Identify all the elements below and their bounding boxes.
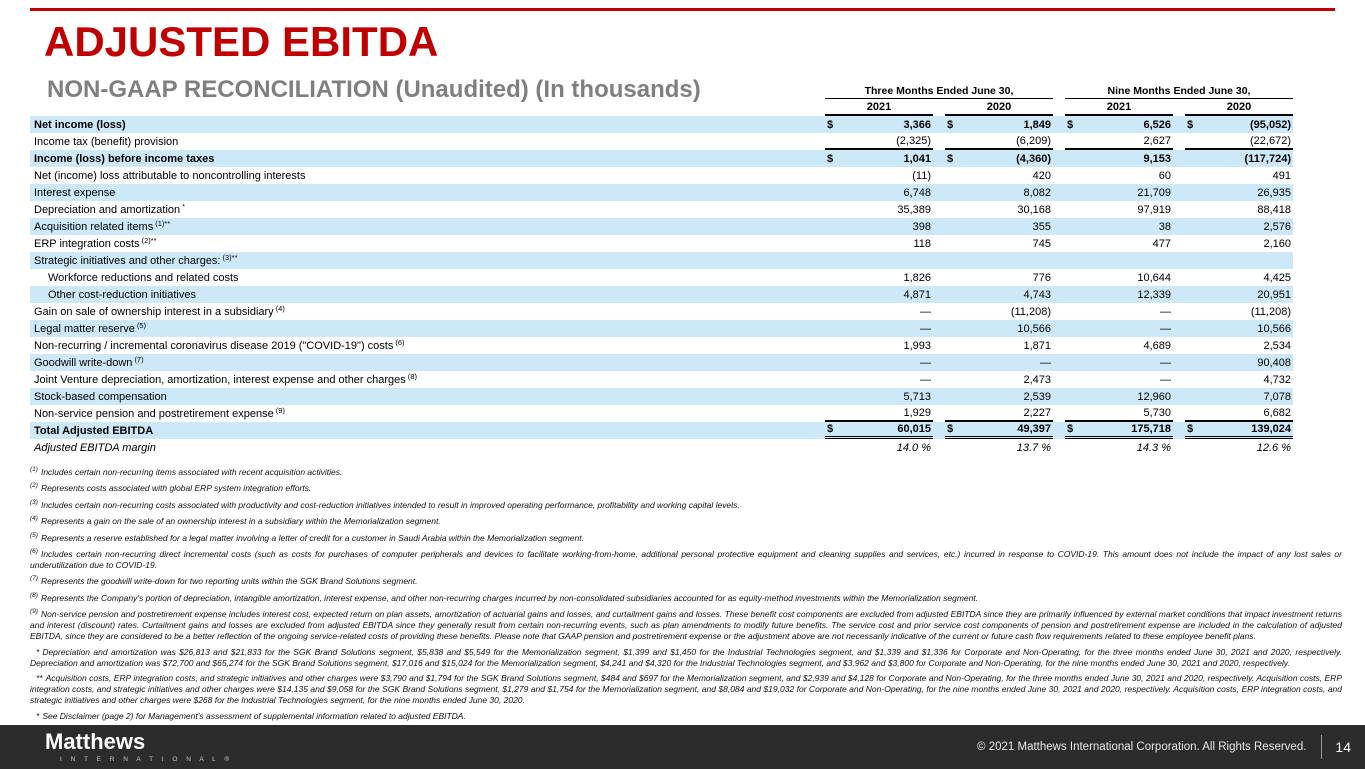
page-subtitle: NON-GAAP RECONCILIATION (Unaudited) (In thousands): [47, 76, 701, 103]
value-cell: $ 175,718: [1065, 422, 1173, 439]
table-row-income-before-taxes: [30, 150, 1293, 167]
value-cell: $ 1,041: [827, 152, 931, 165]
value-cell: $ 49,397: [945, 422, 1053, 439]
value-cell: 30,168: [1017, 203, 1051, 216]
year-header: 2020: [1185, 100, 1293, 116]
table-row-interest-expense: [30, 184, 1293, 201]
value-cell: $ 1,849: [947, 118, 1051, 131]
table-row-acquisition-items: [30, 218, 1293, 235]
value-cell: 60: [1158, 169, 1171, 182]
row-label: Net (income) loss attributable to noncontrolling interests: [34, 169, 306, 182]
value-cell: $ (95,052): [1187, 118, 1291, 131]
value-cell: 776: [1032, 271, 1051, 284]
value-cell: $ 6,526: [1067, 118, 1171, 131]
table-row-noncontrolling-interests: [30, 167, 1293, 184]
row-label: Workforce reductions and related costs: [48, 271, 239, 284]
page-number: 14: [1335, 739, 1351, 755]
table-row-legal-matter-reserve: [30, 320, 1293, 337]
row-label: Non-recurring / incremental coronavirus disease 2019 ("COVID-19") costs $^{(6)}$: [34, 338, 405, 352]
row-label: Joint Venture depreciation, amortization, interest expense and other charges $^{(8)}$: [34, 372, 417, 386]
footnote: $^{(7)}$ Represents the goodwill write-down for two reporting units within the SGK Brand Solutions segment.: [30, 575, 418, 587]
value-cell: $ 139,024: [1185, 422, 1293, 439]
year-header: 2021: [1065, 100, 1173, 116]
value-cell: 10,644: [1137, 271, 1171, 284]
reconciliation-table: [30, 85, 1293, 456]
value-cell: 8,082: [1023, 186, 1051, 199]
value-cell: 21,709: [1137, 186, 1171, 199]
table-row-goodwill-writedown: [30, 354, 1293, 371]
footnote: $^{(8)}$ Represents the Company's portion of depreciation, intangible amortization, interest expense, and other non-recurring charges incurred by non-consolidated subsidiaries accounted for as equity-method investments within the Memorialization segment.: [30, 591, 979, 603]
matthews-logo: [45, 731, 233, 763]
value-cell: 2,576: [1263, 220, 1291, 233]
footnote: $^{(3)}$ Includes certain non-recurring costs associated with productivity and cost-reduction initiatives intended to result in improved operating performance, profitability and working capital levels.: [30, 498, 740, 510]
value-cell: 10,566: [1257, 322, 1291, 335]
value-cell: —: [920, 356, 931, 369]
value-cell: (6,209): [945, 133, 1053, 150]
value-cell: 35,389: [897, 203, 931, 216]
value-cell: [1065, 252, 1173, 269]
value-cell: 5,713: [903, 390, 931, 403]
footnote: * See Disclaimer (page 2) for Management's assessment of supplemental information related to adjusted EBITDA.: [36, 710, 466, 721]
value-cell: 6,682: [1185, 405, 1293, 422]
table-row-covid-costs: [30, 337, 1293, 354]
table-row-strategic-initiatives: [30, 252, 1293, 269]
value-cell: 4,425: [1263, 271, 1291, 284]
table-row-depreciation-amortization: [30, 201, 1293, 218]
row-label: ERP integration costs $^{(2)**}$: [34, 236, 157, 250]
value-cell: 7,078: [1263, 390, 1291, 403]
value-cell: 2,160: [1263, 237, 1291, 250]
value-cell: —: [1160, 356, 1171, 369]
value-cell: $ (4,360): [947, 152, 1051, 165]
value-cell: —: [920, 373, 931, 386]
value-cell: 1,929: [825, 405, 933, 422]
value-cell: (11): [912, 169, 931, 182]
year-header: 2020: [945, 100, 1053, 116]
table-row-total-adjusted-ebitda: [30, 422, 1293, 439]
table-row-workforce-reductions: [30, 269, 1293, 286]
value-cell: 6,748: [903, 186, 931, 199]
value-cell: 118: [913, 237, 931, 250]
value-cell: $ 60,015: [825, 422, 933, 439]
logo-subtext: I N T E R N A T I O N A L ®: [60, 756, 233, 763]
value-cell: 26,935: [1257, 186, 1291, 199]
logo-wordmark: Matthews: [45, 729, 146, 754]
value-cell: 12,960: [1137, 390, 1171, 403]
row-label: Stock-based compensation: [34, 390, 167, 403]
value-cell: 420: [1032, 169, 1051, 182]
value-cell: [1185, 252, 1293, 269]
value-cell: 12.6 %: [1256, 441, 1291, 454]
value-cell: 491: [1272, 169, 1291, 182]
value-cell: 4,743: [1023, 288, 1051, 301]
row-label: Strategic initiatives and other charges: $^{(3)**}$: [34, 253, 238, 267]
value-cell: 4,871: [903, 288, 931, 301]
table-row-pension-expense: [30, 405, 1293, 422]
value-cell: (2,325): [825, 133, 933, 150]
row-label: Gain on sale of ownership interest in a subsidiary $^{(4)}$: [34, 304, 285, 318]
footer-right: [977, 735, 1351, 759]
value-cell: [945, 252, 1053, 269]
value-cell: (117,724): [1244, 152, 1291, 165]
row-label: Interest expense: [34, 186, 116, 199]
footnote: $^{(2)}$ Represents costs associated with global ERP system integration efforts.: [30, 482, 312, 494]
value-cell: (11,208): [1250, 305, 1291, 318]
value-cell: —: [920, 322, 931, 335]
column-group-header-row: [30, 85, 1293, 99]
value-cell: 2,227: [945, 405, 1053, 422]
footnote: $^{(5)}$ Represents a reserve established for a legal matter involving a letter of credit for a customer in Saudi Arabia within the Memorialization segment.: [30, 531, 584, 543]
value-cell: 14.0 %: [896, 441, 931, 454]
column-group-three-months: Three Months Ended June 30,: [825, 85, 1053, 99]
value-cell: —: [1160, 373, 1171, 386]
value-cell: 2,534: [1263, 339, 1291, 352]
value-cell: 745: [1032, 237, 1051, 250]
row-label: Goodwill write-down $^{(7)}$: [34, 355, 144, 369]
table-row-gain-on-sale: [30, 303, 1293, 320]
footnote: * Depreciation and amortization was $26,813 and $21,833 for the SGK Brand Solutions segment, $5,838 and $5,549 for the Memorialization segment, $1,399 and $1,450 for the Industrial Technologies segment, and $1,339 and $1,336 for Corporate and Non-Operating, for the three months ended June 30, 2021 and 2020, respectively. Depreciation and amortization was $72,700 and $65,274 for the SGK Brand Solutions segment, $17,016 and $15,024 for the Memorialization segment, $4,241 and $4,320 for the Industrial Technologies segment, and $3,962 and $3,800 for Corporate and Non-Operating, for the nine months ended June 30, 2021 and 2020, respectively.: [30, 646, 1342, 668]
row-label: Other cost-reduction initiatives: [48, 288, 196, 301]
value-cell: 2,627: [1065, 133, 1173, 150]
top-accent-line: [30, 8, 1335, 11]
value-cell: 20,951: [1257, 288, 1291, 301]
value-cell: 13.7 %: [1016, 441, 1051, 454]
value-cell: 4,732: [1263, 373, 1291, 386]
value-cell: 477: [1152, 237, 1171, 250]
row-label: Net income (loss): [34, 118, 126, 131]
year-header: 2021: [825, 100, 933, 116]
value-cell: (22,672): [1185, 133, 1293, 150]
value-cell: 9,153: [1143, 152, 1171, 165]
value-cell: 1,826: [903, 271, 931, 284]
value-cell: 14.3 %: [1136, 441, 1171, 454]
value-cell: —: [1160, 305, 1171, 318]
page-title: ADJUSTED EBITDA: [44, 18, 439, 65]
value-cell: 355: [1032, 220, 1051, 233]
row-label: Depreciation and amortization *: [34, 202, 186, 216]
value-cell: —: [920, 305, 931, 318]
value-cell: 398: [912, 220, 931, 233]
value-cell: —: [1040, 356, 1051, 369]
row-label: Total Adjusted EBITDA: [34, 424, 154, 437]
row-label: Income tax (benefit) provision: [34, 135, 179, 148]
value-cell: 10,566: [1017, 322, 1051, 335]
table-row-net-income: [30, 116, 1293, 133]
table-row-income-tax: [30, 133, 1293, 150]
value-cell: 38: [1158, 220, 1171, 233]
copyright-text: © 2021 Matthews International Corporation. All Rights Reserved.: [977, 741, 1307, 753]
footnote: $^{(1)}$ Includes certain non-recurring items associated with recent acquisition activities.: [30, 466, 343, 477]
value-cell: (11,208): [1010, 305, 1051, 318]
row-label: Legal matter reserve $^{(5)}$: [34, 321, 147, 335]
footnote: $^{(4)}$ Represents a gain on the sale of an ownership interest in a subsidiary within the Memorialization segment.: [30, 515, 441, 526]
value-cell: $ 3,366: [827, 118, 931, 131]
value-cell: 2,473: [1023, 373, 1051, 386]
value-cell: —: [1160, 322, 1171, 335]
value-cell: 1,993: [903, 339, 931, 352]
footnote: ** Acquisition costs, ERP integration costs, and strategic initiatives and other charges were $3,790 and $1,794 for the SGK Brand Solutions segment, $484 and $697 for the Memorialization segment, and $2,939 and $4,128 for Corporate and Non-Operating, for the three months ended June 30, 2021 and 2020, respectively. Acquisition costs, ERP integration costs, and strategic initiatives and other charges were $14,135 and $9,058 for the SGK Brand Solutions segment, $1,279 and $1,754 for the Memorialization segment, and $8,084 and $19,032 for Corporate and Non-Operating, for the nine months ended June 30, 2021 and 2020, respectively. Acquisition costs, ERP integration costs, and strategic initiatives and other charges were $268 for the Industrial Technologies segment, for the nine months ended June 30, 2020.: [30, 673, 1342, 706]
row-label: Non-service pension and postretirement expense $^{(9)}$: [34, 406, 285, 420]
table-row-stock-based-compensation: [30, 388, 1293, 405]
table-row-erp-integration: [30, 235, 1293, 252]
value-cell: 88,418: [1257, 203, 1291, 216]
value-cell: 90,408: [1257, 356, 1291, 369]
row-label: Income (loss) before income taxes: [34, 152, 215, 165]
table-row-joint-venture: [30, 371, 1293, 388]
footnote: $^{(6)}$ Includes certain non-recurring direct incremental costs (such as costs for purchases of computer peripherals and devices to facilitate working-from-home, additional personal protective equipment and cleaning supplies and services, etc.) incurred in response to COVID-19. This amount does not include the impact of any lost sales or underutilization due to COVID-19.: [30, 547, 1342, 570]
year-header-row: [30, 100, 1293, 116]
value-cell: [825, 252, 933, 269]
value-cell: 97,919: [1137, 203, 1171, 216]
table-row-adjusted-ebitda-margin: [30, 439, 1293, 456]
value-cell: 5,730: [1065, 405, 1173, 422]
table-row-other-cost-reduction: [30, 286, 1293, 303]
footnote: $^{(9)}$ Non-service pension and postretirement expense includes interest cost, expected return on plan assets, amortization of actuarial gains and losses, and curtailment gains and losses. These benefit cost components are excluded from adjusted EBITDA since they are primarily influenced by external market conditions that impact investment returns and interest (discount) rates. Curtailment gains and losses are excluded from adjusted EBITDA since they generally result from certain non-recurring events, such as plan amendments to modify future benefits. The service cost and prior service cost components of pension and postretirement expense are included in the calculation of adjusted EBITDA, since they are considered to be a better reflection of the ongoing service-related costs of providing these benefits. Please note that GAAP pension and postretirement expense or the adjustment above are not necessarily indicative of the current or future cash flow requirements related to these employee benefit plans.: [30, 608, 1342, 641]
row-label: Acquisition related items $^{(1)**}$: [34, 219, 171, 233]
value-cell: 2,539: [1023, 390, 1051, 403]
value-cell: 12,339: [1137, 288, 1171, 301]
row-label: Adjusted EBITDA margin: [34, 441, 156, 454]
footnotes: [30, 466, 1342, 726]
column-group-nine-months: Nine Months Ended June 30,: [1065, 85, 1293, 99]
value-cell: 4,689: [1143, 339, 1171, 352]
footer-bar: [0, 725, 1365, 769]
footer-divider: [1321, 735, 1322, 759]
value-cell: 1,871: [1023, 339, 1051, 352]
